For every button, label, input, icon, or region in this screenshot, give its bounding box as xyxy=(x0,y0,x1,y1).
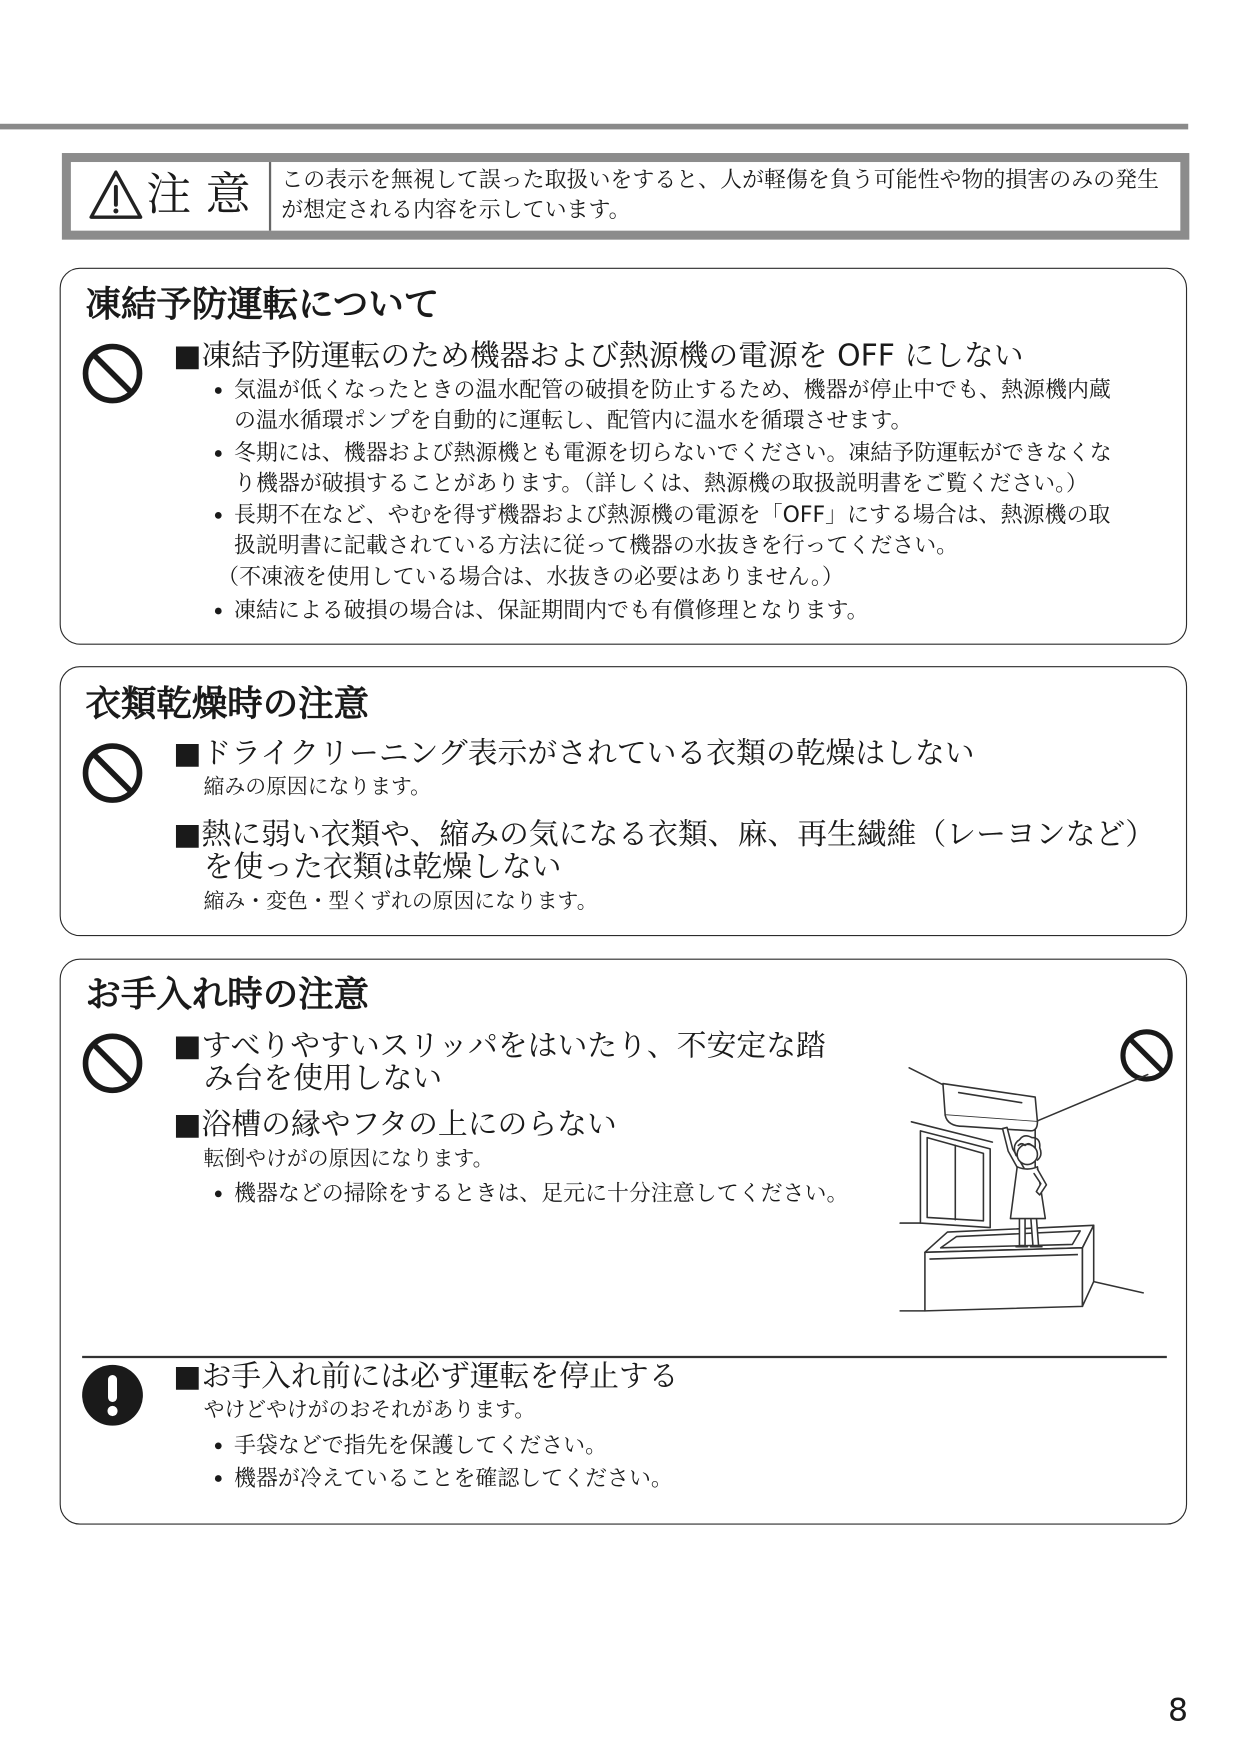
prohibition-heading: ■凍結予防運転のため機器および熱源機の電源を OFF にしない xyxy=(173,338,1024,374)
section-title: お手入れ時の注意 xyxy=(85,974,370,1015)
bullet-item: 凍結による破損の場合は、保証期間内でも有償修理となります。 xyxy=(234,597,869,624)
prohibition-icon xyxy=(81,1032,144,1095)
section-divider xyxy=(82,1356,1167,1358)
reason-note: 縮み・変色・型くずれの原因になります。 xyxy=(203,890,598,914)
maintenance-section xyxy=(60,959,1187,1525)
caution-divider xyxy=(269,162,271,231)
reason-note: やけどやけがのおそれがあります。 xyxy=(203,1398,536,1423)
bullet-continuation: り機器が破損することがあります。（詳しくは、熱源機の取扱説明書をご覧ください。） xyxy=(234,470,1089,497)
prohibition-heading: ■ドライクリーニング表示がされている衣類の乾燥はしない xyxy=(173,735,975,771)
bullet-item: 気温が低くなったときの温水配管の破損を防止するため、機器が停止中でも、熱源機内蔵 xyxy=(234,376,1111,403)
mandatory-action-icon xyxy=(81,1364,144,1427)
clothes-drying-section xyxy=(60,666,1187,936)
bathtub-illustration xyxy=(896,1059,1155,1320)
bullet-item: 冬期には、機器および熱源機とも電源を切らないでください。凍結予防運転ができなくな xyxy=(234,439,1112,466)
bullet-continuation: （不凍液を使用している場合は、水抜きの必要はありません。） xyxy=(217,563,844,590)
freeze-protection-section xyxy=(60,268,1187,645)
mandatory-heading: ■お手入れ前には必ず運転を停止する xyxy=(173,1359,679,1395)
page-number: 8 xyxy=(1167,1691,1189,1729)
caution-text-line: が想定される内容を示しています。 xyxy=(281,196,631,223)
caution-label: 注 意 xyxy=(146,168,251,221)
reason-note: 縮みの原因になります。 xyxy=(203,775,431,799)
prohibition-heading-continuation: を使った衣類は乾燥しない xyxy=(203,849,562,885)
caution-text-line: この表示を無視して誤った取扱いをすると、人が軽傷を負う可能性や物的損害のみの発生 xyxy=(281,166,1159,193)
section-title: 衣類乾燥時の注意 xyxy=(85,684,370,725)
bullet-item: 機器などの掃除をするときは、足元に十分注意してください。 xyxy=(234,1180,849,1207)
bullet-continuation: 扱説明書に記載されている方法に従って機器の水抜きを行ってください。 xyxy=(234,532,959,559)
bullet-item: 手袋などで指先を保護してください。 xyxy=(234,1432,608,1459)
bullet-continuation: の温水循環ポンプを自動的に運転し、配管内に温水を循環させます。 xyxy=(234,407,913,434)
prohibition-icon xyxy=(81,742,144,805)
bullet-item: 機器が冷えていることを確認してください。 xyxy=(234,1465,673,1491)
prohibition-heading-continuation: み台を使用しない xyxy=(203,1061,443,1096)
caution-notice xyxy=(62,153,1189,240)
prohibition-heading: ■浴槽の縁やフタの上にのらない xyxy=(173,1107,617,1143)
warning-triangle-icon xyxy=(89,169,143,221)
reason-note: 転倒やけがの原因になります。 xyxy=(203,1147,494,1172)
bullet-item: 長期不在など、やむを得ず機器および熱源機の電源を「OFF」にする場合は、熱源機の取 xyxy=(234,501,1111,528)
top-rule xyxy=(0,124,1188,130)
section-title: 凍結予防運転について xyxy=(85,284,440,326)
prohibition-icon xyxy=(81,342,144,405)
prohibition-heading: ■すべりやすいスリッパをはいたり、不安定な踏 xyxy=(173,1028,826,1064)
prohibition-heading: ■熱に弱い衣類や、縮みの気になる衣類、麻、再生繊維（レーヨンなど） xyxy=(173,816,1156,852)
